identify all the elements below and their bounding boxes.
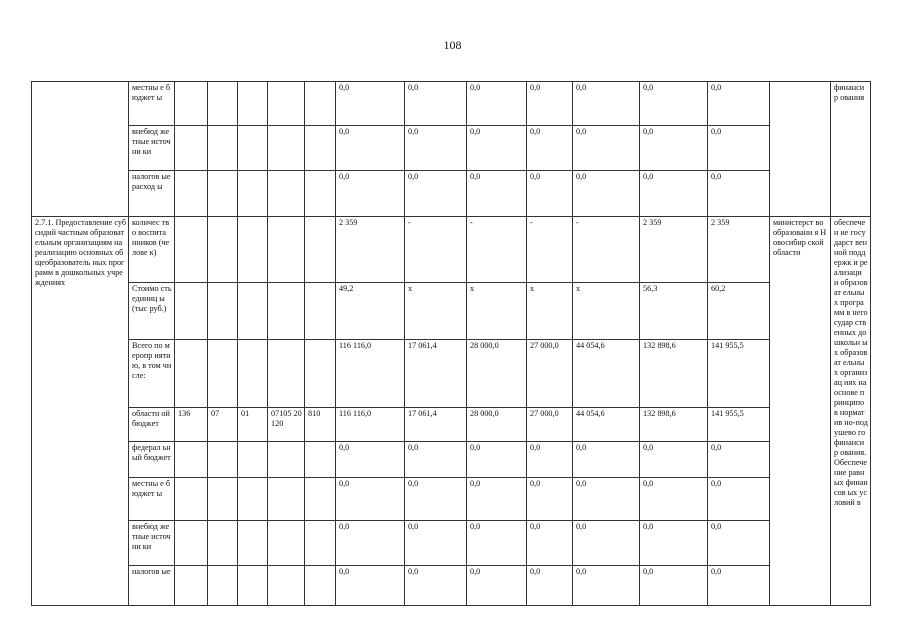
- csr-code-cell: [268, 521, 305, 566]
- csr-code-cell: [268, 442, 305, 478]
- code-cell: [268, 126, 305, 171]
- value-cell: 0,0: [640, 478, 708, 521]
- value-cell: -: [405, 217, 467, 283]
- value-cell: 28 000,0: [467, 340, 527, 408]
- value-cell: 44 054,6: [573, 340, 640, 408]
- code-cell: [208, 126, 238, 171]
- value-cell: -: [467, 217, 527, 283]
- csr-code-cell: [268, 217, 305, 283]
- gp-code-cell: [175, 217, 208, 283]
- code-cell: [268, 82, 305, 126]
- value-cell: x: [573, 283, 640, 340]
- value-cell: 2 359: [640, 217, 708, 283]
- value-cell: 0,0: [708, 126, 770, 171]
- value-cell: 0,0: [405, 478, 467, 521]
- value-cell: 0,0: [405, 442, 467, 478]
- value-cell: 0,0: [467, 126, 527, 171]
- value-cell: 60,2: [708, 283, 770, 340]
- value-cell: 0,0: [336, 442, 405, 478]
- value-cell: 56,3: [640, 283, 708, 340]
- value-cell: 0,0: [527, 566, 573, 606]
- pr-code-cell: 01: [238, 408, 268, 442]
- funding-source-cell: местны е бюджет ы: [129, 82, 175, 126]
- csr-code-cell: [268, 566, 305, 606]
- value-cell: 0,0: [467, 171, 527, 217]
- code-cell: [305, 82, 336, 126]
- indicator-cell: областн ой бюджет: [129, 408, 175, 442]
- value-cell: 0,0: [640, 521, 708, 566]
- value-cell: 2 359: [708, 217, 770, 283]
- value-cell: 116 116,0: [336, 340, 405, 408]
- value-cell: 0,0: [467, 566, 527, 606]
- value-cell: 0,0: [708, 521, 770, 566]
- vr-code-cell: [305, 566, 336, 606]
- value-cell: 132 898,6: [640, 340, 708, 408]
- value-cell: 27 000,0: [527, 340, 573, 408]
- value-cell: 17 061,4: [405, 408, 467, 442]
- value-cell: 17 061,4: [405, 340, 467, 408]
- value-cell: 0,0: [527, 442, 573, 478]
- rz-code-cell: [208, 521, 238, 566]
- pr-code-cell: [238, 521, 268, 566]
- value-cell: 2 359: [336, 217, 405, 283]
- value-cell: 0,0: [640, 442, 708, 478]
- value-cell: 0,0: [467, 521, 527, 566]
- indicator-cell: местны е бюджет ы: [129, 478, 175, 521]
- table-row: [32, 340, 871, 408]
- executor-cell: министерст во образовани я Новосибир ской области: [770, 217, 831, 606]
- rz-code-cell: [208, 217, 238, 283]
- value-cell: 0,0: [405, 566, 467, 606]
- vr-code-cell: 810: [305, 408, 336, 442]
- value-cell: 0,0: [467, 82, 527, 126]
- value-cell: 0,0: [640, 126, 708, 171]
- vr-code-cell: [305, 442, 336, 478]
- code-cell: [238, 126, 268, 171]
- table-row: [32, 82, 871, 126]
- indicator-cell: федерал ьный бюджет: [129, 442, 175, 478]
- value-cell: 0,0: [573, 521, 640, 566]
- value-cell: 27 000,0: [527, 408, 573, 442]
- value-cell: x: [527, 283, 573, 340]
- table-row: [32, 566, 871, 606]
- code-cell: [238, 82, 268, 126]
- code-cell: [305, 171, 336, 217]
- value-cell: 28 000,0: [467, 408, 527, 442]
- value-cell: 0,0: [405, 126, 467, 171]
- code-cell: [305, 126, 336, 171]
- value-cell: 0,0: [527, 521, 573, 566]
- table-row: [32, 171, 871, 217]
- value-cell: 0,0: [527, 478, 573, 521]
- value-cell: 0,0: [573, 171, 640, 217]
- value-cell: 0,0: [708, 171, 770, 217]
- code-cell: [175, 82, 208, 126]
- value-cell: 49,2: [336, 283, 405, 340]
- value-cell: 0,0: [336, 171, 405, 217]
- value-cell: 0,0: [708, 478, 770, 521]
- value-cell: 0,0: [708, 566, 770, 606]
- indicator-cell: внебюд жетные источни ки: [129, 521, 175, 566]
- table-row: [32, 442, 871, 478]
- value-cell: 0,0: [336, 82, 405, 126]
- code-cell: [238, 171, 268, 217]
- code-cell: [268, 171, 305, 217]
- indicator-cell: количес тво воспита нников (челове к): [129, 217, 175, 283]
- rz-code-cell: [208, 478, 238, 521]
- pr-code-cell: [238, 340, 268, 408]
- value-cell: 0,0: [336, 521, 405, 566]
- vr-code-cell: [305, 478, 336, 521]
- value-cell: 0,0: [336, 478, 405, 521]
- value-cell: 0,0: [573, 478, 640, 521]
- indicator-cell: Всего по меропр иятию, в том числе:: [129, 340, 175, 408]
- csr-code-cell: [268, 340, 305, 408]
- gp-code-cell: [175, 340, 208, 408]
- result-cell: обеспечен ие государст венной поддержк и реализаци и образоват ельных программ в негосудар ственных дошкольн ых образоват ельных организац иях на основе принципо в норматив но-подушево го финансир ования. Обеспече ние равных финансов ых условий в: [831, 217, 871, 606]
- value-cell: 0,0: [467, 478, 527, 521]
- value-cell: 0,0: [336, 126, 405, 171]
- value-cell: 0,0: [640, 171, 708, 217]
- value-cell: 0,0: [573, 566, 640, 606]
- gp-code-cell: [175, 283, 208, 340]
- table-row: [32, 217, 871, 283]
- empty-executor-cell: [770, 82, 831, 217]
- csr-code-cell: 07105 20120: [268, 408, 305, 442]
- pr-code-cell: [238, 566, 268, 606]
- budget-table: [31, 81, 871, 606]
- pr-code-cell: [238, 442, 268, 478]
- table-row: [32, 126, 871, 171]
- table-body: [32, 82, 871, 606]
- table-row: [32, 478, 871, 521]
- code-cell: [208, 82, 238, 126]
- gp-code-cell: [175, 478, 208, 521]
- indicator-cell: Стоимо сть единиц ы (тыс руб.): [129, 283, 175, 340]
- page-number: 108: [443, 38, 462, 52]
- csr-code-cell: [268, 283, 305, 340]
- value-cell: 0,0: [708, 82, 770, 126]
- table-row: [32, 283, 871, 340]
- indicator-cell: налогов ые: [129, 566, 175, 606]
- code-cell: [175, 126, 208, 171]
- pr-code-cell: [238, 478, 268, 521]
- gp-code-cell: [175, 521, 208, 566]
- code-cell: [175, 171, 208, 217]
- result-cell: финансир ования: [831, 82, 871, 217]
- gp-code-cell: 136: [175, 408, 208, 442]
- gp-code-cell: [175, 566, 208, 606]
- value-cell: -: [573, 217, 640, 283]
- value-cell: 0,0: [405, 171, 467, 217]
- value-cell: 0,0: [527, 82, 573, 126]
- funding-source-cell: внебюд жетные источни ки: [129, 126, 175, 171]
- value-cell: 0,0: [405, 521, 467, 566]
- pr-code-cell: [238, 217, 268, 283]
- value-cell: 44 054,6: [573, 408, 640, 442]
- value-cell: 0,0: [708, 442, 770, 478]
- rz-code-cell: [208, 283, 238, 340]
- value-cell: 116 116,0: [336, 408, 405, 442]
- vr-code-cell: [305, 283, 336, 340]
- csr-code-cell: [268, 478, 305, 521]
- value-cell: 132 898,6: [640, 408, 708, 442]
- vr-code-cell: [305, 521, 336, 566]
- vr-code-cell: [305, 217, 336, 283]
- vr-code-cell: [305, 340, 336, 408]
- value-cell: x: [405, 283, 467, 340]
- value-cell: 141 955,5: [708, 340, 770, 408]
- value-cell: 0,0: [527, 171, 573, 217]
- funding-source-cell: налогов ые расход ы: [129, 171, 175, 217]
- value-cell: 0,0: [640, 82, 708, 126]
- measure-name-cell: 2.7.1. Предоставление субсидий частным образовательным организациям на реализацию основных общеобразователь ных программ в дошкольных учреждениях: [32, 217, 129, 606]
- value-cell: 0,0: [336, 566, 405, 606]
- gp-code-cell: [175, 442, 208, 478]
- value-cell: 0,0: [573, 442, 640, 478]
- empty-measure-cell: [32, 82, 129, 217]
- rz-code-cell: [208, 442, 238, 478]
- rz-code-cell: [208, 566, 238, 606]
- value-cell: 0,0: [405, 82, 467, 126]
- table-row: [32, 408, 871, 442]
- value-cell: 141 955,5: [708, 408, 770, 442]
- value-cell: 0,0: [527, 126, 573, 171]
- pr-code-cell: [238, 283, 268, 340]
- table-row: [32, 521, 871, 566]
- value-cell: 0,0: [573, 126, 640, 171]
- value-cell: 0,0: [640, 566, 708, 606]
- value-cell: x: [467, 283, 527, 340]
- value-cell: 0,0: [573, 82, 640, 126]
- value-cell: -: [527, 217, 573, 283]
- value-cell: 0,0: [467, 442, 527, 478]
- rz-code-cell: [208, 340, 238, 408]
- code-cell: [208, 171, 238, 217]
- rz-code-cell: 07: [208, 408, 238, 442]
